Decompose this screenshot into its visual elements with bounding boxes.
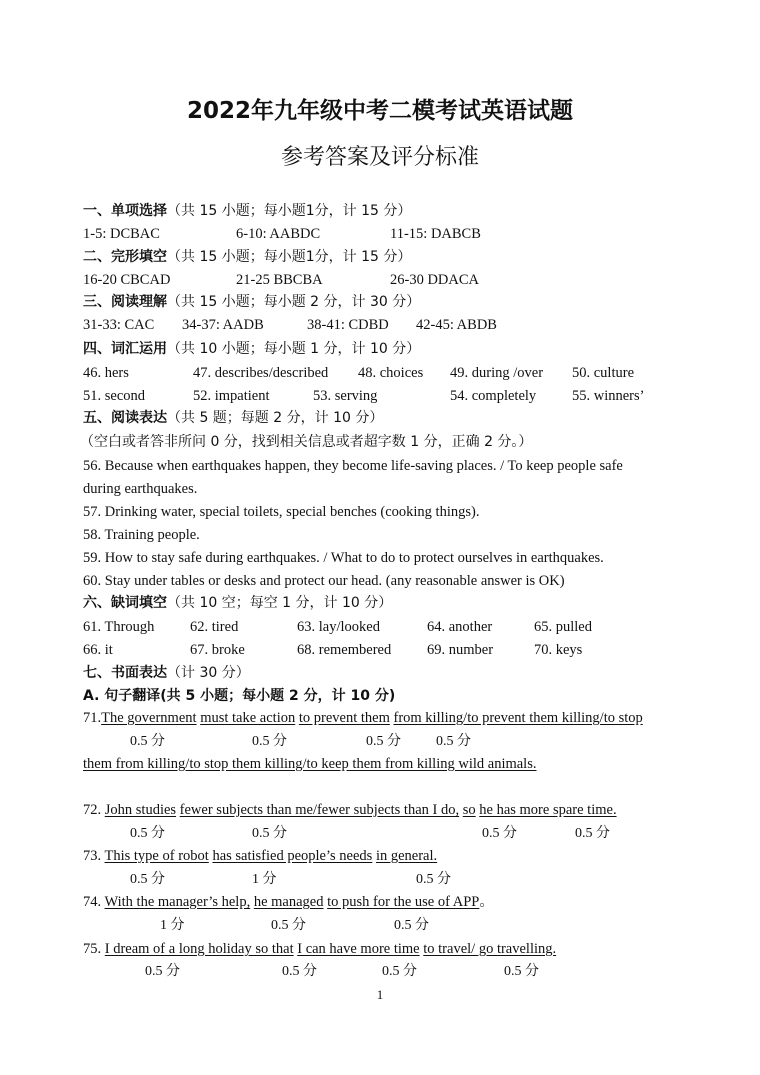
answer-21-25: 21-25 BBCBA [236,272,323,288]
q75-phrase-2: I can have more time [297,941,420,957]
answer-56-line-2: during earthquakes. [83,481,198,497]
answer-73 [83,847,437,865]
section-6-detail: （共 10 空；每空 1 分，计 10 分） [167,595,393,611]
score-72-1: 0.5 分 [130,826,165,841]
section-2-title: 二、完形填空 [83,249,167,265]
section-4-heading [83,340,420,358]
section-3-title: 三、阅读理解 [83,294,167,310]
part-a-heading: A. 句子翻译(共 5 小题；每小题 2 分，计 10 分) [83,688,396,704]
section-4-title: 四、词汇运用 [83,341,167,357]
answer-59: 59. How to stay safe during earthquakes. / What to do to protect ourselves in earthquakes. [83,550,604,566]
answer-71-line-2: them from killing/to stop them killing/to keep them from killing wild animals. [83,756,537,772]
section-1-detail: （共 15 小题；每小题1分，计 15 分） [167,203,412,219]
score-73-3: 0.5 分 [416,872,451,887]
q72-phrase-4: he has more spare time. [479,802,617,818]
section-6-heading [83,594,392,612]
section-7-heading [83,664,250,682]
page-number: 1 [376,987,384,1002]
q71-phrase-2: must take action [200,710,296,726]
answer-11-15: 11-15: DABCB [390,226,481,242]
q74-phrase-2: he managed [253,894,324,910]
answer-71-line-1 [83,709,643,727]
answer-53: 53. serving [313,388,378,404]
section-5-title: 五、阅读表达 [83,410,167,426]
section-6-title: 六、缺词填空 [83,595,167,611]
score-71-1: 0.5 分 [130,734,165,749]
answer-16-20: 16-20 CBCAD [83,272,171,288]
section-2-heading [83,248,411,266]
answer-65: 65. pulled [534,619,592,635]
score-73-2: 1 分 [252,872,277,887]
answer-56-line-1: 56. Because when earthquakes happen, they become life-saving places. / To keep people safe [83,458,623,474]
question-number: 73. [83,848,105,864]
answer-51: 51. second [83,388,146,404]
section-7-title: 七、书面表达 [83,665,167,681]
answer-46: 46. hers [83,365,129,381]
answer-52: 52. impatient [193,388,270,404]
section-7-detail: （计 30 分） [167,665,250,681]
answer-54: 54. completely [450,388,537,404]
answer-60: 60. Stay under tables or desks and protect our head. (any reasonable answer is OK) [83,573,565,589]
section-4-detail: （共 10 小题；每小题 1 分，计 10 分） [167,341,421,357]
q71-phrase-4: from killing/to prevent them killing/to stop [393,710,643,726]
score-72-3: 0.5 分 [482,826,517,841]
answer-58: 58. Training people. [83,527,200,543]
page-subtitle: 参考答案及评分标准 [280,145,479,170]
score-74-2: 0.5 分 [271,918,306,933]
q73-phrase-2: has satisfied people’s needs [212,848,373,864]
answer-38-41: 38-41: CDBD [307,317,389,333]
score-72-4: 0.5 分 [575,826,610,841]
answer-49: 49. during /over [450,365,544,381]
section-3-heading [83,293,420,311]
section-5-detail: （共 5 题；每题 2 分，计 10 分） [167,410,384,426]
answer-66: 66. it [83,642,113,658]
q75-phrase-3: to travel/ go travelling. [423,941,557,957]
score-71-3: 0.5 分 [366,734,401,749]
section-2-detail: （共 15 小题；每小题1分，计 15 分） [167,249,412,265]
q71-phrase-1: The government [101,710,197,726]
answer-67: 67. broke [190,642,245,658]
q75-phrase-1: I dream of a long holiday so that [104,941,294,957]
answer-61: 61. Through [83,619,155,635]
q73-phrase-1: This type of robot [104,848,209,864]
answer-31-33: 31-33: CAC [83,317,155,333]
score-75-1: 0.5 分 [145,964,180,979]
answer-42-45: 42-45: ABDB [416,317,497,333]
answer-64: 64. another [427,619,493,635]
answer-70: 70. keys [534,642,583,658]
score-75-4: 0.5 分 [504,964,539,979]
score-75-3: 0.5 分 [382,964,417,979]
score-75-2: 0.5 分 [282,964,317,979]
q74-phrase-1: With the manager’s help, [104,894,251,910]
score-73-1: 0.5 分 [130,872,165,887]
q73-phrase-3: in general. [375,848,438,864]
answer-72 [83,801,617,819]
question-number: 74. [83,894,105,910]
q72-phrase-3: so [462,802,476,818]
section-1-title: 一、单项选择 [83,203,167,219]
q72-phrase-2: fewer subjects than me/fewer subjects than I do, [179,802,460,818]
answer-69: 69. number [427,642,494,658]
score-72-2: 0.5 分 [252,826,287,841]
answer-55: 55. winners’ [572,388,645,404]
score-74-1: 1 分 [160,918,185,933]
answer-26-30: 26-30 DDACA [390,272,480,288]
answer-74 [83,893,494,911]
score-71-2: 0.5 分 [252,734,287,749]
answer-57: 57. Drinking water, special toilets, special benches (cooking things). [83,504,480,520]
question-number: 72. [83,802,105,818]
section-1-heading [83,202,411,220]
section-5-note: （空白或者答非所问 0 分，找到相关信息或者超字数 1 分，正确 2 分。） [80,434,533,450]
score-74-3: 0.5 分 [394,918,429,933]
answer-6-10: 6-10: AABDC [236,226,321,242]
answer-63: 63. lay/looked [297,619,380,635]
section-5-heading [83,409,383,427]
answer-34-37: 34-37: AADB [182,317,264,333]
page-title: 2022年九年级中考二模考试英语试题 [186,98,573,124]
q74-end-mark: 。 [479,894,494,910]
answer-48: 48. choices [358,365,424,381]
question-number: 71. [83,710,102,726]
answer-1-5: 1-5: DCBAC [83,226,160,242]
q71-phrase-3: to prevent them [298,710,390,726]
section-3-detail: （共 15 小题；每小题 2 分，计 30 分） [167,294,421,310]
score-71-4: 0.5 分 [436,734,471,749]
q74-phrase-3: to push for the use of APP [327,894,480,910]
answer-47: 47. describes/described [193,365,329,381]
q72-phrase-1: John studies [104,802,177,818]
question-number: 75. [83,941,105,957]
answer-50: 50. culture [572,365,635,381]
answer-75 [83,940,556,958]
answer-62: 62. tired [190,619,239,635]
answer-68: 68. remembered [297,642,392,658]
